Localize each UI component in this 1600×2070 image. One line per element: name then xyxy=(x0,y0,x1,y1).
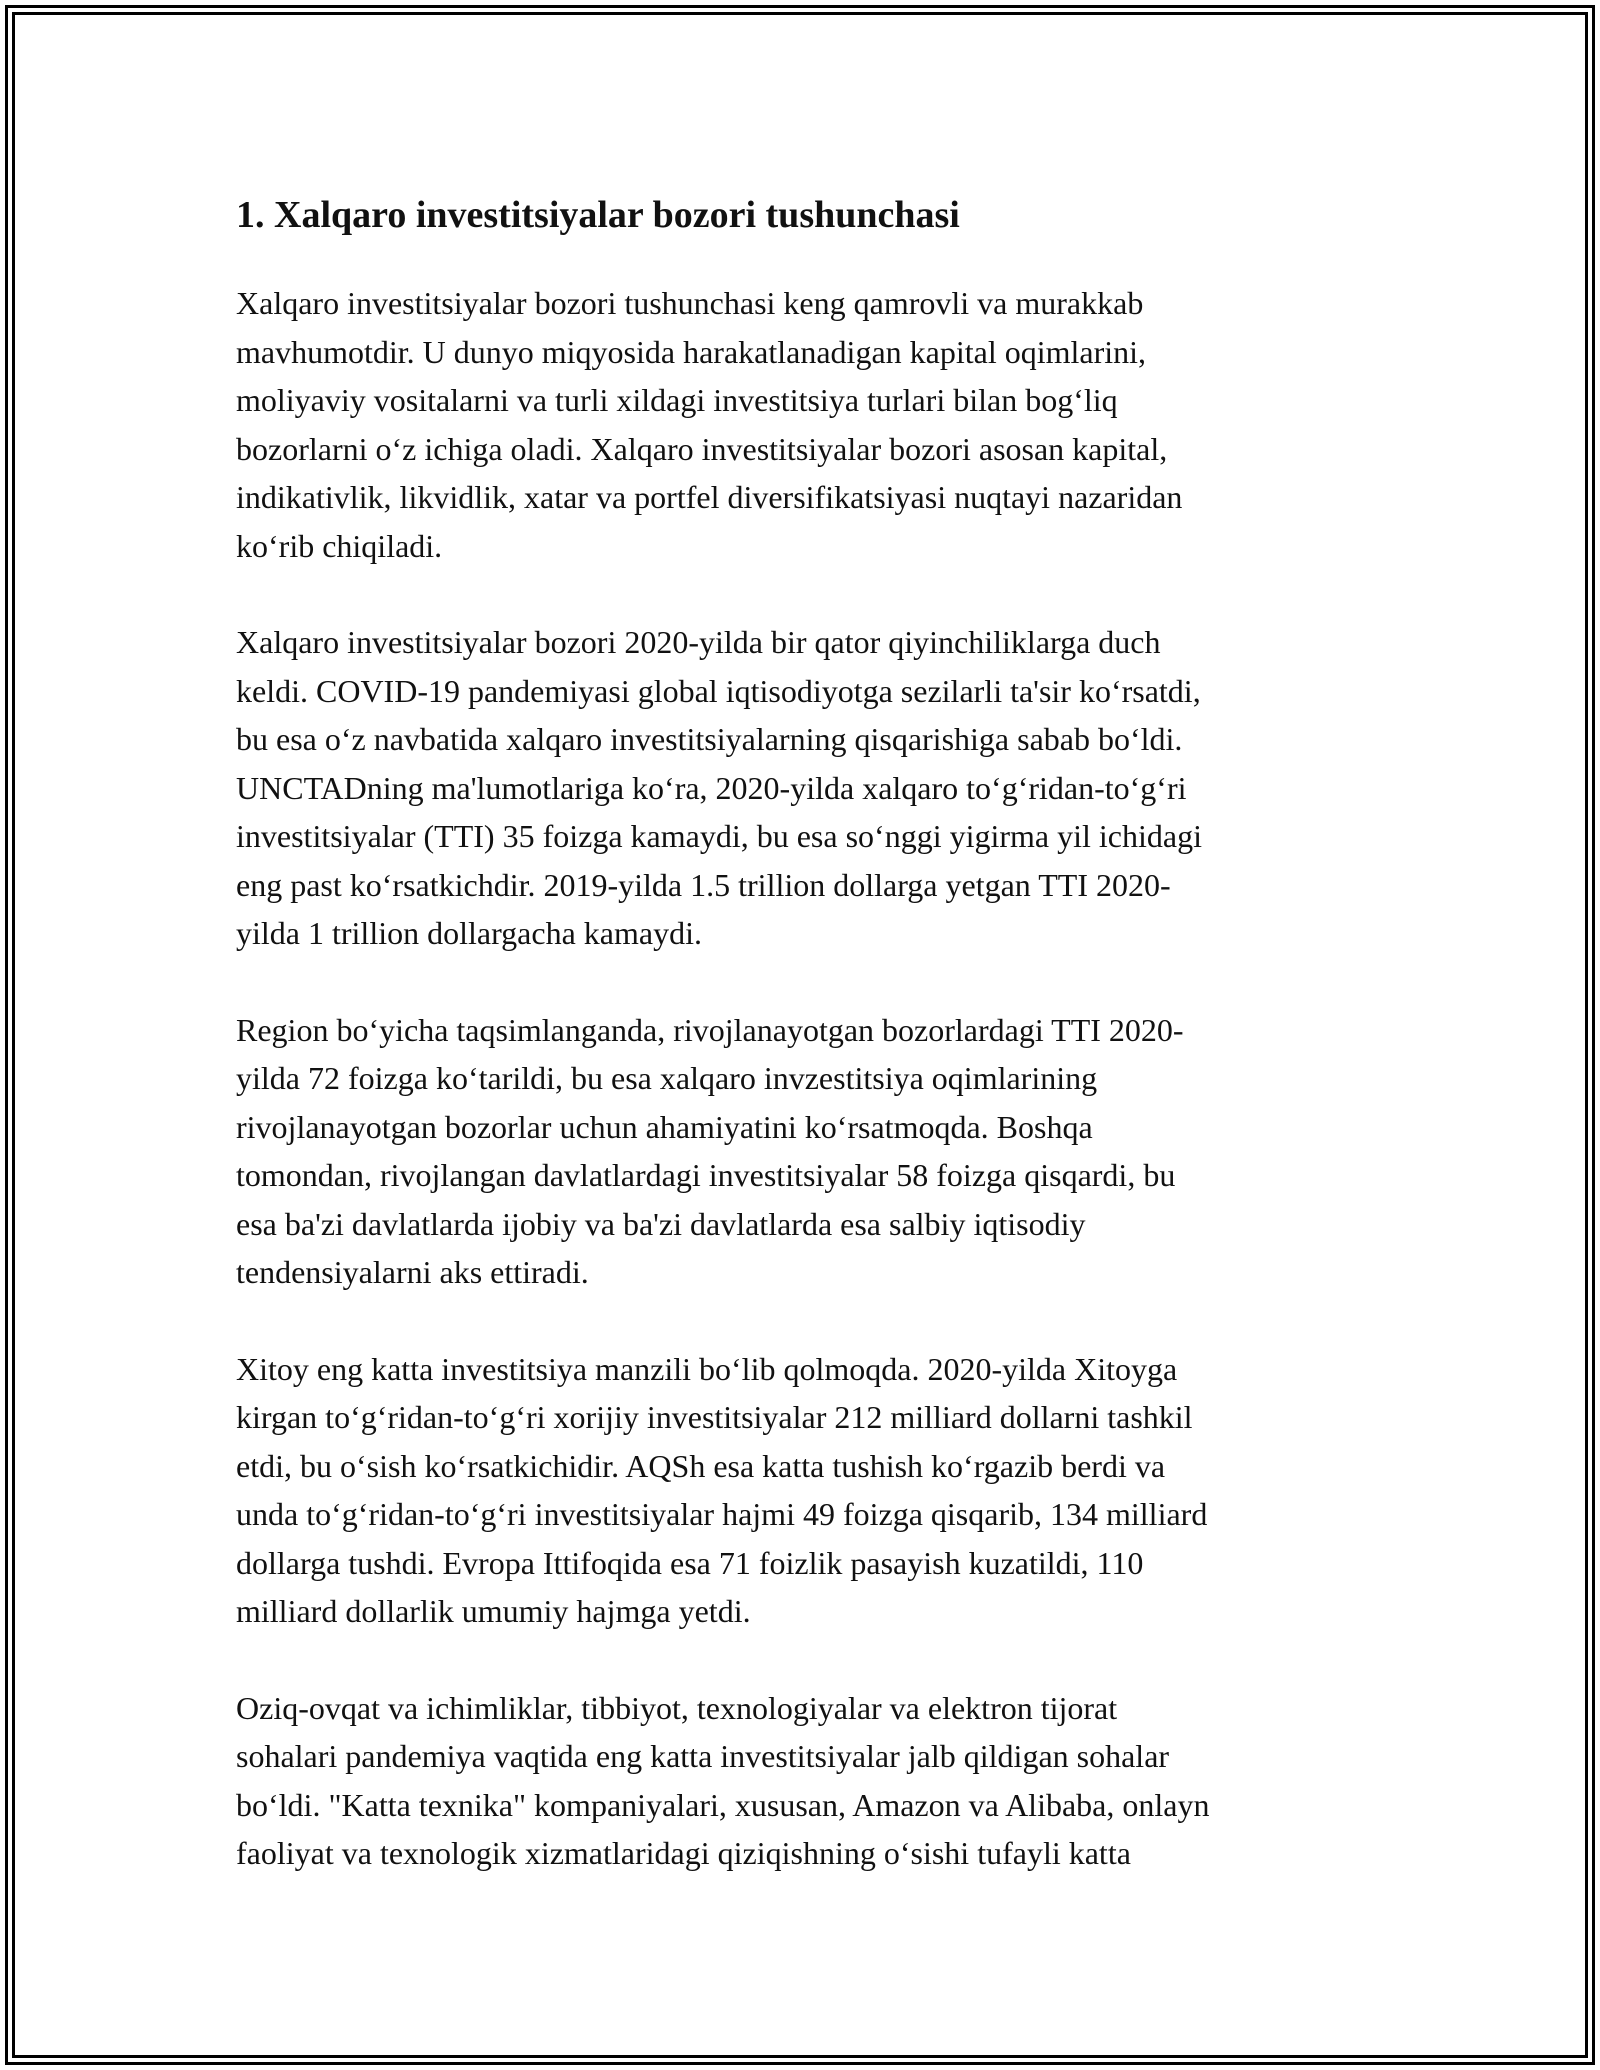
paragraph-4: Xitoy eng katta investitsiya manzili bo‘lib qolmoqda. 2020-yilda Xitoyga kirgan to‘g‘ridan-to‘g‘ri xorijiy investitsiyalar 212 milliard dollarni tashkil etdi, bu o‘sish ko‘rsatkichidir. AQSh esa katta tushish ko‘rgazib berdi va unda to‘g‘ridan-to‘g‘ri investitsiyalar hajmi 49 foizga qisqarib, 134 milliard dollarga tushdi. Evropa Ittifoqida esa 71 foizlik pasayish kuzatildi, 110 milliard dollarlik umumiy hajmga yetdi. xyxy=(236,1350,1208,1629)
document-body xyxy=(236,187,1356,1926)
paragraph-1: Xalqaro investitsiyalar bozori tushunchasi keng qamrovli va murakkab mavhumotdir. U dunyo miqyosida harakatlanadigan kapital oqimlarini, moliyaviy vositalarni va turli xildagi investitsiya turlari bilan bog‘liq bozorlarni o‘z ichiga oladi. Xalqaro investitsiyalar bozori asosan kapital, indikativlik, likvidlik, xatar va portfel diversifikatsiyasi nuqtayi nazaridan ko‘rib chiqiladi. xyxy=(236,285,1183,564)
paragraph-3: Region bo‘yicha taqsimlanganda, rivojlanayotgan bozorlardagi TTI 2020- yilda 72 foizga ko‘tarildi, bu esa xalqaro invzestitsiya oqimlarining rivojlanayotgan bozorlar uchun ahamiyatini ko‘rsatmoqda. Boshqa tomondan, rivojlangan davlatlardagi investitsiyalar 58 foizga qisqardi, bu esa ba'zi davlatlarda ijobiy va ba'zi davlatlarda esa salbiy iqtisodiy tendensiyalarni aks ettiradi. xyxy=(236,1011,1184,1290)
paragraph-2: Xalqaro investitsiyalar bozori 2020-yilda bir qator qiyinchiliklarga duch keldi. COVID-19 pandemiyasi global iqtisodiyotga sezilarli ta'sir ko‘rsatdi, bu esa o‘z navbatida xalqaro investitsiyalarning qisqarishiga sabab bo‘ldi. UNCTADning ma'lumotlariga ko‘ra, 2020-yilda xalqaro to‘g‘ridan-to‘g‘ri investitsiyalar (TTI) 35 foizga kamaydi, bu esa so‘nggi yigirma yil ichidagi eng past ko‘rsatkichdir. 2019-yilda 1.5 trillion dollarga yetgan TTI 2020- yilda 1 trillion dollargacha kamaydi. xyxy=(236,624,1202,951)
section-heading: 1. Xalqaro investitsiyalar bozori tushunchasi xyxy=(236,194,960,236)
paragraph-5: Oziq-ovqat va ichimliklar, tibbiyot, texnologiyalar va elektron tijorat sohalari pandemiya vaqtida eng katta investitsiyalar jalb qildigan sohalar bo‘ldi. "Katta texnika" kompaniyalari, xususan, Amazon va Alibaba, onlayn faoliyat va texnologik xizmatlaridagi qiziqishning o‘sishi tufayli katta xyxy=(236,1689,1210,1871)
